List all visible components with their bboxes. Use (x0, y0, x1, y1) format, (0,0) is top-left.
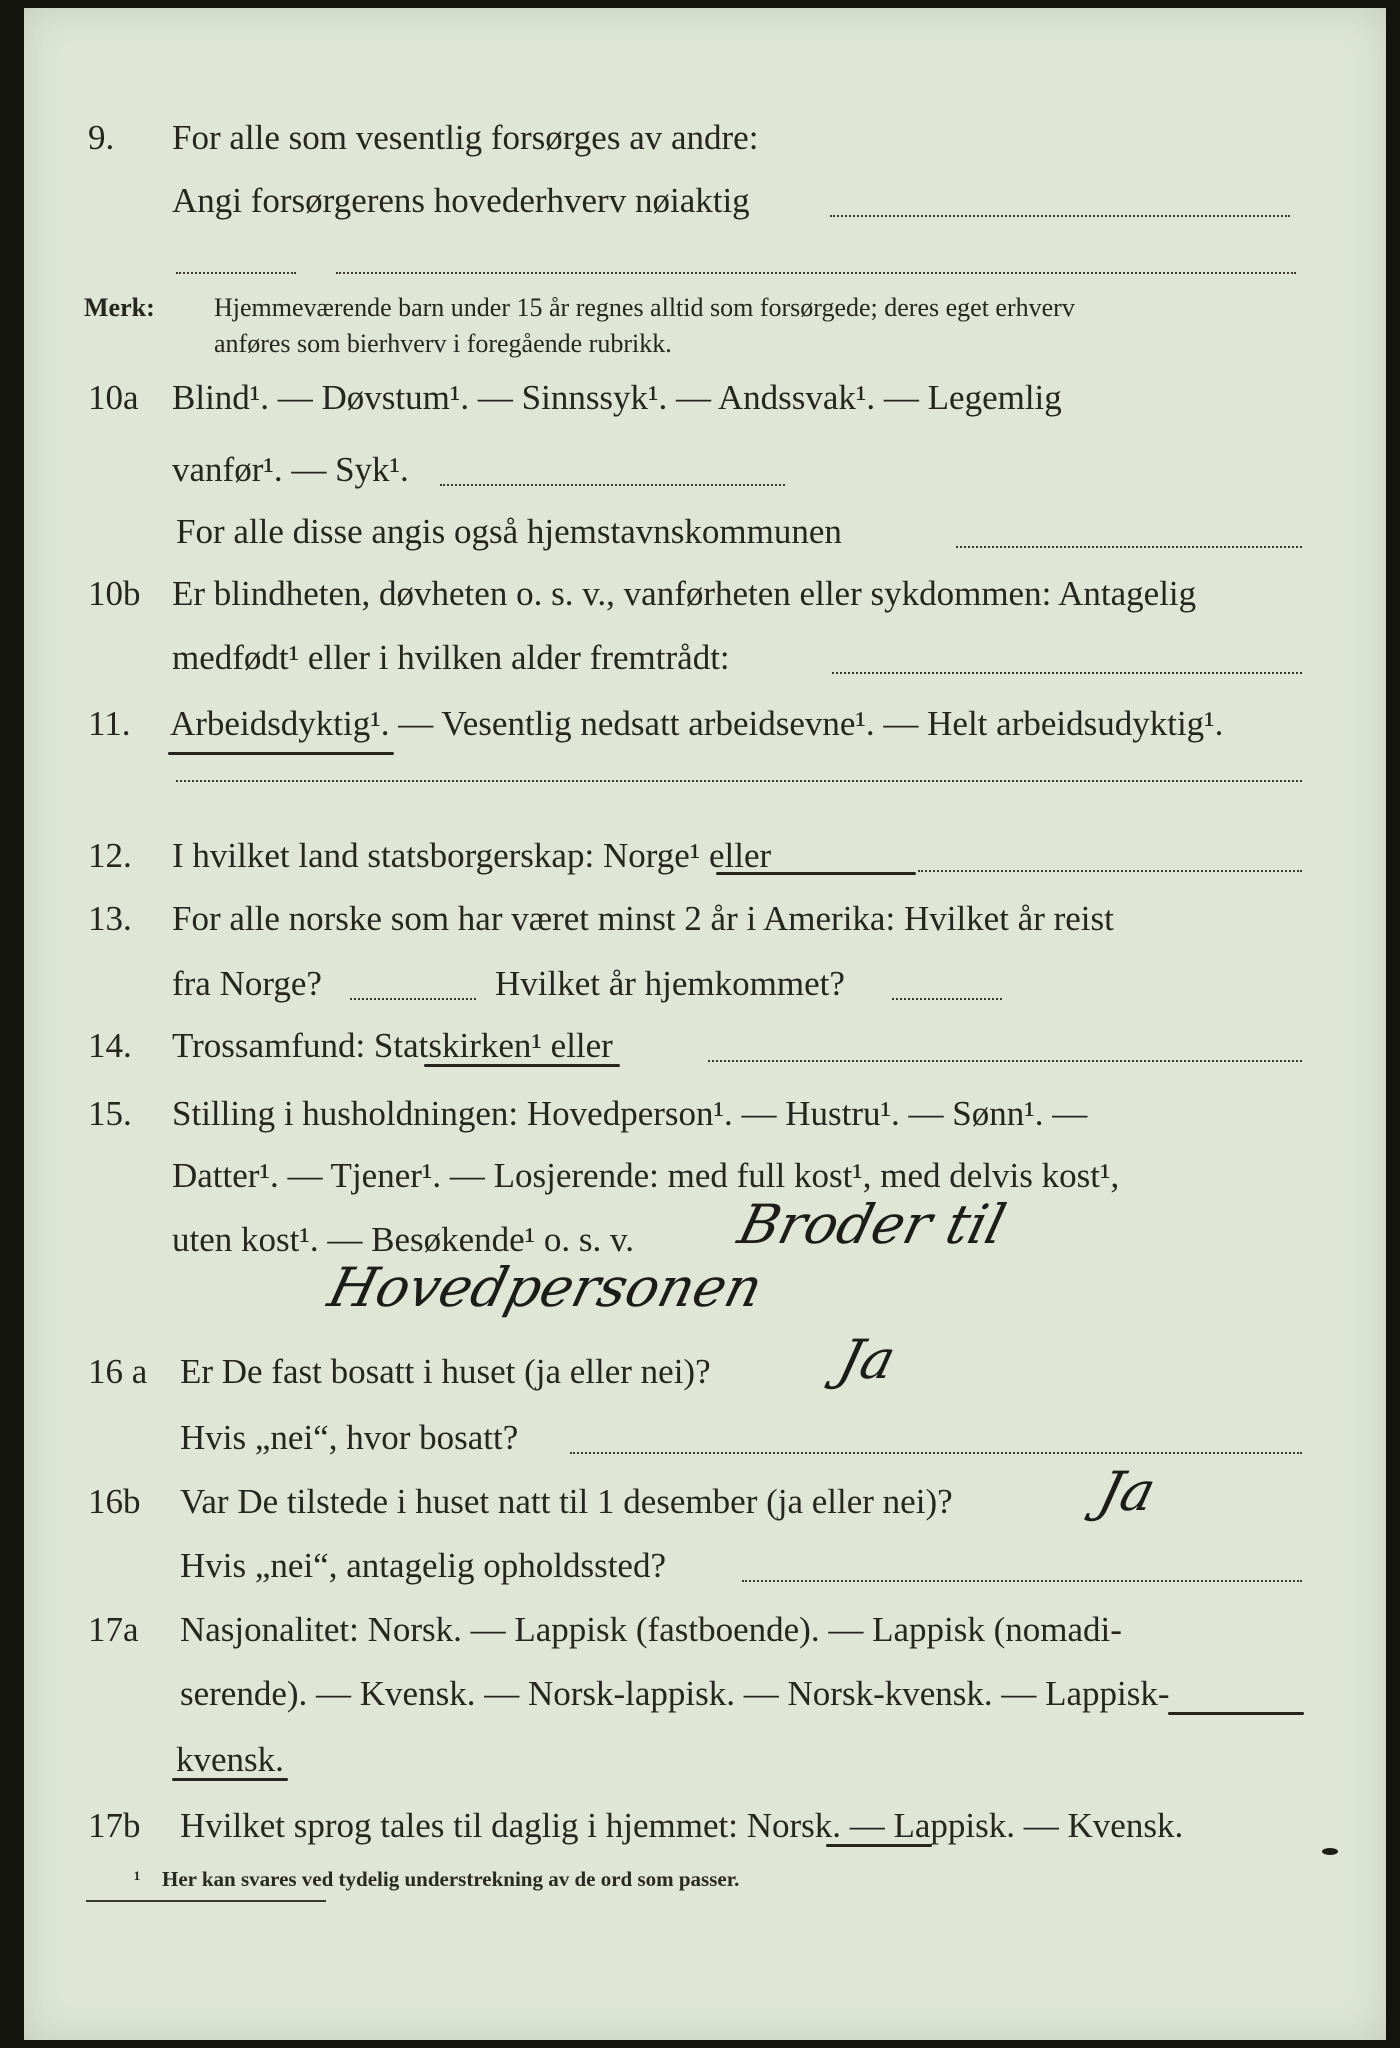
q15-line-2 (0, 1150, 1400, 1202)
q9-text-1: For alle som vesentlig forsørges av andre: (172, 118, 759, 157)
q16b-handwritten-answer: Ja (1092, 1460, 1162, 1523)
q17b-line-1 (0, 1800, 1400, 1852)
q10b-text-1: Er blindheten, døvheten o. s. v., vanførheten eller sykdommen: Antagelig (172, 574, 1197, 613)
merk-text-1: Hjemmeværende barn under 15 år regnes alltid som forsørgede; deres eget erhverv (214, 293, 1075, 322)
q15-number: 15. (88, 1094, 132, 1133)
q10b-answer-line (832, 672, 1302, 674)
blank-line (176, 780, 1302, 782)
q10a-text-1: Blind¹. — Døvstum¹. — Sinnssyk¹. — Andssvak¹. — Legemlig (172, 378, 1062, 417)
q13-departure-year-line (350, 998, 476, 1000)
q14-text-1: Trossamfund: Statskirken¹ eller (172, 1026, 613, 1065)
q12-underline-norge (716, 872, 916, 875)
q15-handwritten-answer-1: Broder til (732, 1193, 1012, 1256)
q13-text-1: For alle norske som har været minst 2 år i Amerika: Hvilket år reist (172, 899, 1114, 938)
footnote (0, 1864, 1400, 1916)
q11-number: 11. (88, 704, 131, 743)
q12-answer-line (918, 870, 1302, 872)
q16b-line-2 (0, 1540, 1400, 1592)
q10a-text-3: For alle disse angis også hjemstavnskommunen (176, 512, 842, 551)
q17a-text-1: Nasjonalitet: Norsk. — Lappisk (fastboende). — Lappisk (nomadi- (180, 1610, 1122, 1649)
q10a-line-3 (0, 506, 1400, 558)
footnote-text: Her kan svares ved tydelig understrekning av de ord som passer. (162, 1867, 740, 1891)
q15-line-1 (0, 1088, 1400, 1140)
q9-line-1 (0, 112, 1400, 164)
q14-number: 14. (88, 1026, 132, 1065)
q17a-text-2: serende). — Kvensk. — Norsk-lappisk. — Norsk-kvensk. — Lappisk- (180, 1674, 1170, 1713)
q9-blank-lines (0, 228, 1400, 280)
q16b-text-2: Hvis „nei“, antagelig opholdssted? (180, 1546, 666, 1585)
q13-line-2 (0, 958, 1400, 1010)
q10b-line-1 (0, 568, 1400, 620)
q10a-line-1 (0, 372, 1400, 424)
q16a-line-2 (0, 1412, 1400, 1464)
merk-label: Merk: (84, 293, 155, 322)
footnote-mark: ¹ (134, 1867, 141, 1891)
q9-number: 9. (88, 118, 115, 157)
q17a-number: 17a (88, 1610, 139, 1649)
q11-blank-line (0, 740, 1400, 792)
q14-underline-statskirken (424, 1064, 620, 1067)
merk-line-2 (0, 326, 1400, 378)
q17a-line-1 (0, 1604, 1400, 1656)
q13-number: 13. (88, 899, 132, 938)
q10b-line-2 (0, 632, 1400, 684)
q10a-answer-line (440, 484, 785, 486)
q10a-number: 10a (88, 378, 139, 417)
q10b-text-2: medfødt¹ eller i hvilken alder fremtrådt: (172, 638, 730, 677)
q16b-text-1: Var De tilstede i huset natt til 1 desember (ja eller nei)? (180, 1482, 953, 1521)
q13-line-1 (0, 893, 1400, 945)
q17b-text-1: Hvilket sprog tales til daglig i hjemmet: Norsk. — Lappisk. — Kvensk. (180, 1806, 1184, 1845)
q10a-municipality-line (956, 546, 1302, 548)
q9-line-2 (0, 175, 1400, 227)
q15-text-2: Datter¹. — Tjener¹. — Losjerende: med full kost¹, med delvis kost¹, (172, 1156, 1120, 1195)
q16b-answer-line (742, 1580, 1302, 1582)
q15-text-1: Stilling i husholdningen: Hovedperson¹. — Hustru¹. — Sønn¹. — (172, 1094, 1088, 1133)
q12-line-1 (0, 830, 1400, 882)
q16b-number: 16b (88, 1482, 141, 1521)
q10b-number: 10b (88, 574, 141, 613)
q16a-line-1 (0, 1346, 1400, 1398)
q16a-text-2: Hvis „nei“, hvor bosatt? (180, 1418, 519, 1457)
q10a-text-2: vanfør¹. — Syk¹. (172, 450, 409, 489)
q13-text-2b: Hvilket år hjemkommet? (495, 964, 845, 1003)
q12-text-1: I hvilket land statsborgerskap: Norge¹ eller (172, 836, 772, 875)
blank-line (336, 272, 1296, 274)
q16a-answer-line (570, 1452, 1302, 1454)
q16b-line-1 (0, 1476, 1400, 1528)
q9-text-2: Angi forsørgerens hovederhverv nøiaktig (172, 181, 750, 220)
ink-spot (1322, 1848, 1338, 1855)
q17a-underline-kvensk (172, 1778, 288, 1781)
q11-text-1: Arbeidsdyktig¹. — Vesentlig nedsatt arbeidsevne¹. — Helt arbeidsudyktig¹. (170, 704, 1224, 743)
q16a-text-1: Er De fast bosatt i huset (ja eller nei)? (180, 1352, 711, 1391)
q13-return-year-line (892, 998, 1002, 1000)
q13-text-2a: fra Norge? (172, 964, 322, 1003)
q10a-line-2 (0, 444, 1400, 496)
q15-handwritten-answer-2: Hovedpersonen (322, 1256, 769, 1319)
q17b-underline-norsk (826, 1844, 932, 1847)
q12-number: 12. (88, 836, 132, 875)
merk-text-2: anføres som bierhverv i foregående rubrikk. (214, 329, 672, 358)
q16a-handwritten-answer: Ja (832, 1328, 902, 1391)
q9-answer-line (830, 215, 1290, 217)
blank-line (176, 272, 296, 274)
q16a-number: 16 a (88, 1352, 148, 1391)
q14-answer-line (708, 1060, 1302, 1062)
q14-line-1 (0, 1020, 1400, 1072)
q17b-number: 17b (88, 1806, 141, 1845)
q15-text-3: uten kost¹. — Besøkende¹ o. s. v. (172, 1220, 635, 1259)
q17a-text-3: kvensk. (176, 1740, 284, 1779)
q17a-underline-lappisk (1168, 1712, 1304, 1715)
